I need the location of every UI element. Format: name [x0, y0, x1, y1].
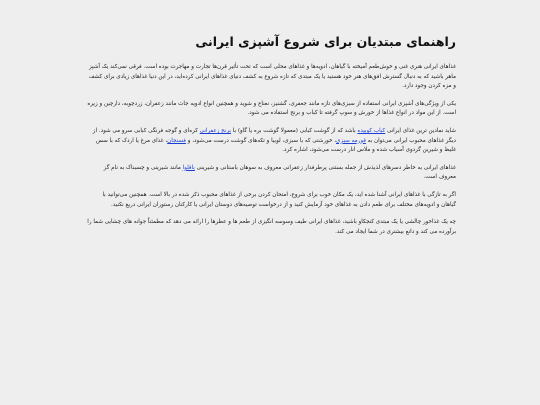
- paragraph-getting-started: اگر به تازگی با غذاهای ایرانی آشنا شده اید، یک مکان خوب برای شروع، امتحان کردن برخی از غذاهای محبوب ذکر شده در بالا است. همچنین می‌توانید با گیاهان و ادویه‌های مختلف برای طعم دادن به غذاهای خود آزمایش کنید و از درخواست توصیه‌های دوستان ایرانی یا کارکنان رستوران ایرانی دریغ نکنید.: [102, 191, 456, 208]
- link-baklava[interactable]: باقلوا: [182, 164, 195, 171]
- link-fesenjan[interactable]: فسنجان: [167, 137, 186, 144]
- paragraph-desserts: [86, 164, 456, 183]
- text-segment: باشد که از گوشت کبابی (معمولا گوشت بره یا گاو) با: [231, 127, 358, 134]
- text-segment: غذاهای ایرانی به خاطر دسرهای لذیذش از جمله بستنی پرطرفدار زعفرانی معروف به سوهان باستانی و شیرینی: [194, 164, 456, 171]
- link-kabab-koobideh[interactable]: کباب کوبیده: [357, 127, 386, 134]
- paragraph-intro: غذاهای ایرانی هنری غنی و خوش‌طعم آمیخته با گیاهان، ادویه‌ها و غذاهای محلی است که تحت تأثیر قرن‌ها تجارت و مهاجرت بوده است. فرقی نمی‌کند یک آشپز ماهر باشید که به دنبال گسترش افق‌های هنر خود هستید یا یک مبتدی که تازه شروع به کشف دنیای غذاهای ایرانی کرده‌اید، در این دنیا غذاهای زیادی برای کشف و مزه کردن وجود دارد.: [88, 64, 456, 90]
- paragraph-iconic-dishes: [86, 127, 456, 156]
- text-segment: مانند شیرینی و چسبناک به نام گز معروف است.: [103, 164, 456, 181]
- article: [86, 34, 456, 245]
- text-segment: ، غذای مرغ یا اردک که با سس غلیظ و شیرین گردوی آسیاب شده و ملاس انار درست می‌شود، اشاره کرد.: [95, 137, 456, 154]
- paragraph-conclusion: چه یک غذاخور چالشی یا یک مبتدی کنجکاو باشید، غذاهای ایرانی طیف وسوسه انگیزی از طعم ها و عطرها را ارائه می دهد که مطمئناً جوانه های چشایی شما را برآورده می کند و دانع بیشتری در شما ایجاد می کند.: [87, 219, 456, 235]
- text-segment: ، خورشتی که با سبزی، لوبیا و تکه‌های گوشت درست می‌شود، و: [185, 137, 337, 144]
- text-segment: کره‌ای و گوجه فرنگی کبابی سرو می شود. از دیگر غذاهای محبوب ایرانی می‌توان به: [92, 127, 456, 144]
- text-segment: شاید نمادین ترین غذای ایرانی: [385, 127, 456, 134]
- article-title: راهنمای مبتدیان برای شروع آشپزی ایرانی: [195, 34, 456, 49]
- paragraph-herbs-spices: یکی از ویژگی‌های آشپزی ایرانی استفاده از سبزی‌های تازه مانند جعفری، گشنیز، نعناع و شوید و همچنین انواع ادویه جات مانند زعفران، زردچوبه، دارچین و زیره است. از این مواد در انواع غذاها از خورش و سوپ گرفته تا کباب و برنج استفاده می شود.: [87, 100, 456, 117]
- link-ghormeh-sabzi[interactable]: قورمه سبزی: [336, 137, 366, 144]
- link-saffron-rice[interactable]: برنج زعفرانی: [199, 127, 231, 134]
